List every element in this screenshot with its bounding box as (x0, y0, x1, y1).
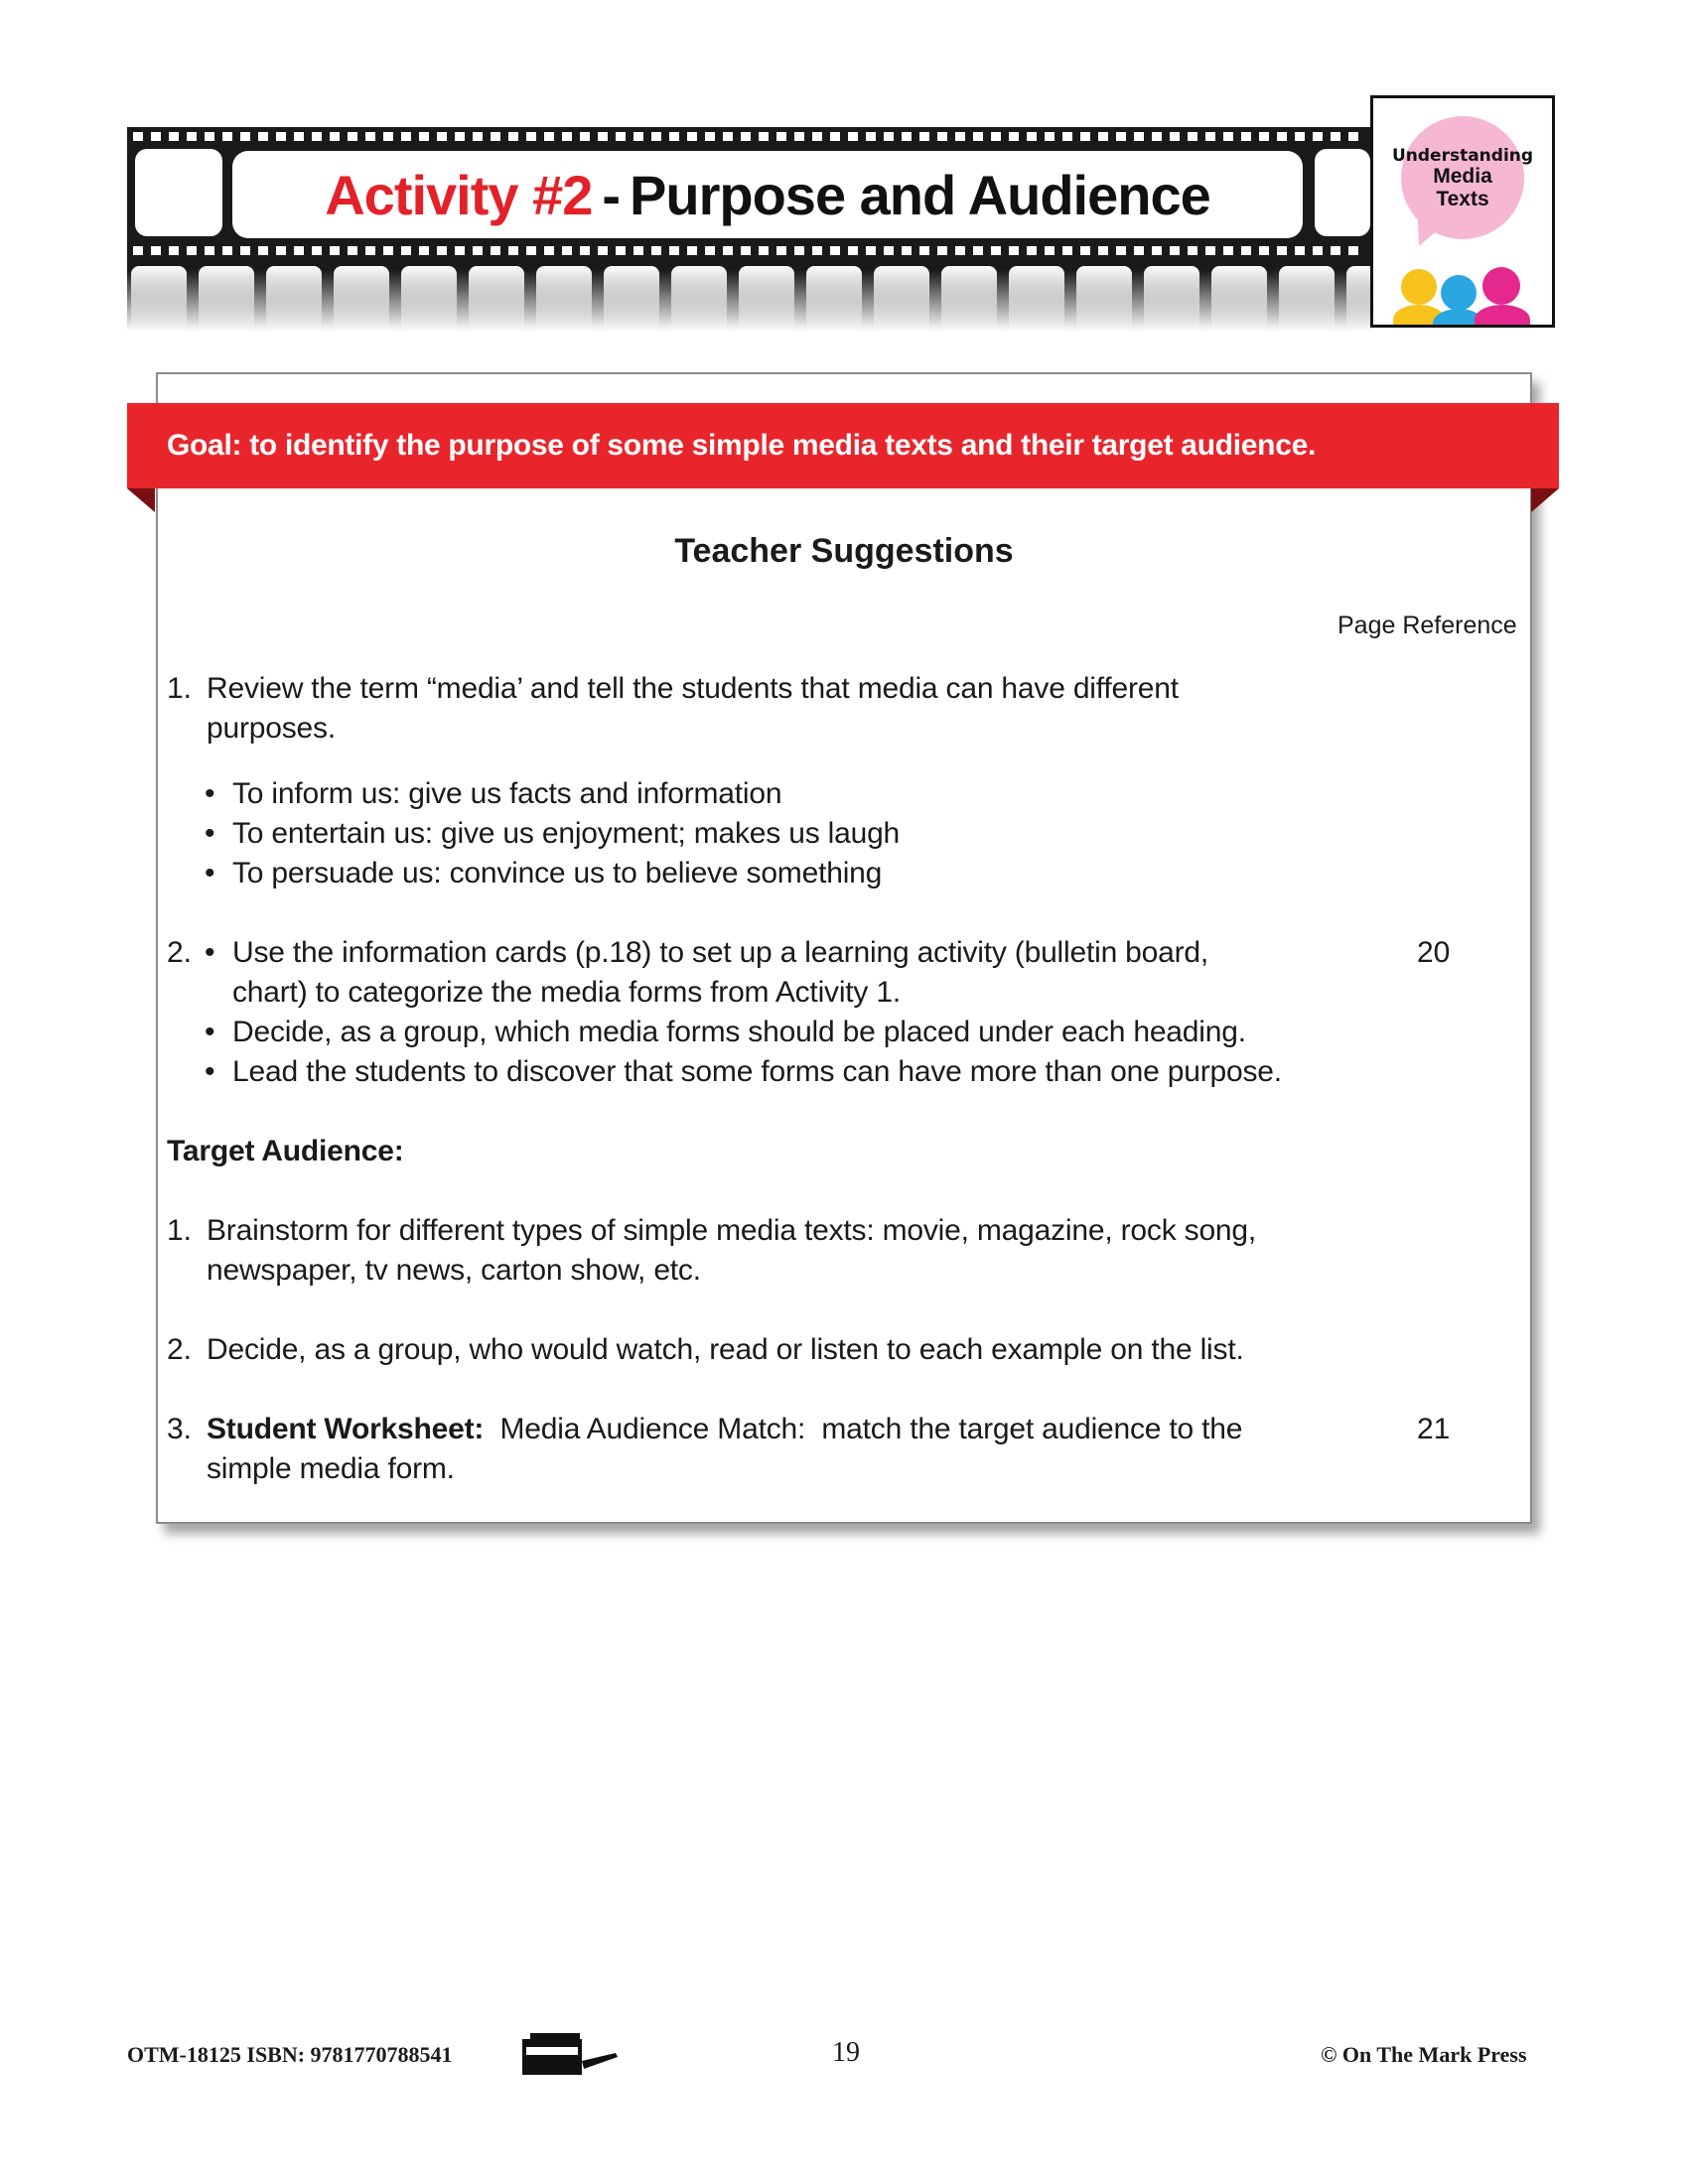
worksheet-description: Media Audience Match: match the target audience to the (484, 1413, 1243, 1445)
audience-item-1-text-cont: newspaper, tv news, carton show, etc. (207, 1254, 701, 1287)
page-number: 19 (832, 2037, 860, 2068)
page-header (0, 0, 1688, 357)
banner-fold-left (127, 488, 155, 512)
purpose-item-2-bullet-1: Use the information cards (p.18) to set up a learning activity (bulletin board, (232, 936, 1209, 969)
item-number: 1. (167, 1214, 193, 1247)
activity-number: Activity #2 (325, 163, 593, 226)
understanding-media-texts-badge (1370, 95, 1555, 328)
student-worksheet-label: Student Worksheet: (207, 1413, 485, 1445)
bullet-icon: • (205, 1016, 215, 1048)
badge-line-3: Texts (1436, 188, 1489, 210)
title-separator: - (602, 163, 621, 226)
purpose-item-2-bullet-1-cont: chart) to categorize the media forms from Activity 1. (232, 976, 901, 1009)
page-reference-header: Page Reference (1337, 612, 1517, 639)
purpose-item-2-bullet-2: Decide, as a group, which media forms should be placed under each heading. (232, 1016, 1246, 1048)
banner-fold-right (1531, 488, 1559, 512)
activity-title: Purpose and Audience (630, 163, 1210, 226)
item-number: 3. (167, 1413, 193, 1445)
target-audience-heading: Target Audience: (167, 1135, 404, 1167)
speech-bubble-icon (1391, 116, 1534, 239)
page-reference-value: 21 (1417, 1413, 1451, 1445)
page-reference-value: 20 (1417, 936, 1451, 969)
item-number: 1. (167, 672, 193, 705)
badge-line-2: Media (1433, 165, 1492, 188)
footer-copyright: © On The Mark Press (1321, 2042, 1527, 2067)
bullet-icon: • (205, 777, 215, 810)
bullet-icon: • (205, 817, 215, 850)
section-title: Teacher Suggestions (674, 532, 1014, 570)
audience-item-2-text: Decide, as a group, who would watch, read or listen to each example on the list. (207, 1333, 1244, 1366)
footer-isbn: OTM-18125 ISBN: 9781770788541 (127, 2042, 453, 2067)
item-number: 2. (167, 936, 193, 969)
bullet-icon: • (205, 1055, 215, 1088)
purpose-sub-bullet: To entertain us: give us enjoyment; makes us laugh (232, 817, 901, 850)
purpose-item-1-text-cont: purposes. (207, 712, 336, 745)
purpose-sub-bullet: To persuade us: convince us to believe something (232, 857, 883, 889)
audience-item-3-text (207, 1410, 1242, 1449)
purpose-item-2-bullet-3: Lead the students to discover that some forms can have more than one purpose. (232, 1055, 1282, 1088)
page-title (232, 151, 1303, 238)
purpose-item-1-text: Review the term “media’ and tell the students that media can have different (207, 672, 1179, 705)
audience-item-3-text-cont: simple media form. (207, 1452, 455, 1485)
bullet-icon: • (205, 857, 215, 889)
purpose-sub-bullet: To inform us: give us facts and information (232, 777, 782, 810)
badge-line-1: Understanding (1391, 146, 1534, 166)
audience-item-1-text: Brainstorm for different types of simple media texts: movie, magazine, rock song, (207, 1214, 1257, 1247)
goal-banner: Goal: to identify the purpose of some simple media texts and their target audience. (127, 403, 1559, 488)
bullet-icon: • (205, 936, 215, 969)
item-number: 2. (167, 1333, 193, 1366)
photocopier-icon (520, 2031, 620, 2081)
